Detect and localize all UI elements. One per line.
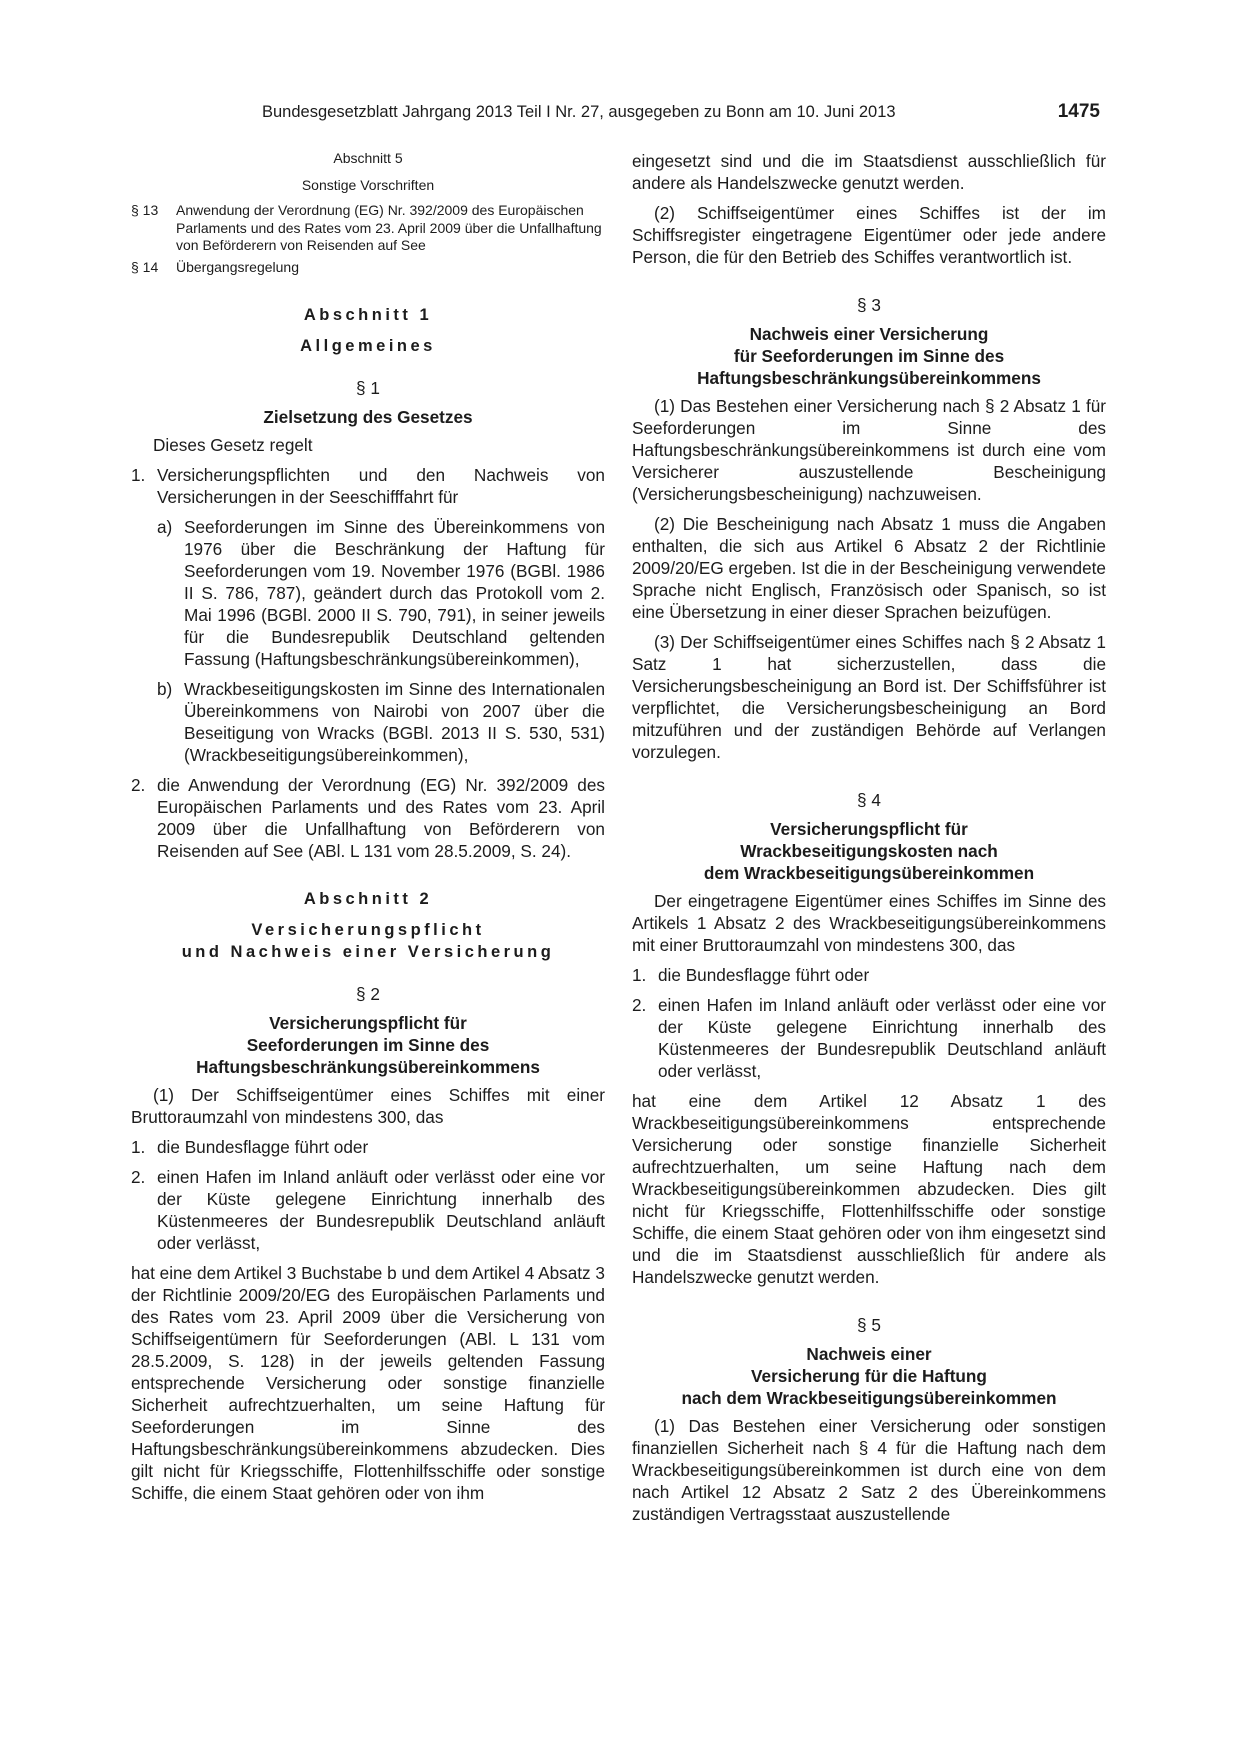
sub-list-item-text: Seeforderungen im Sinne des Übereinkommens von 1976 über die Beschränkung der Haftung für Seeforderungen vom 19. November 1976 (BGBl. 1986 II S. 786, 787), geändert durch das Protokoll vom 2. Mai 1996 (BGBl. 2000 II S. 790, 791), in seiner jeweils für die Bundesrepublik Deutschland geltenden Fassung (Haftungsbeschränkungsübereinkommen), bbox=[184, 517, 605, 669]
toc-section-title: Sonstige Vorschriften bbox=[301, 176, 435, 193]
list-item bbox=[632, 964, 1106, 986]
paragraph-text: (1) Das Bestehen einer Versicherung nach § 2 Absatz 1 für Seeforderungen im Sinne des Haftungsbeschränkungsübereinkommens ist durch eine vom Versicherer auszustellende Bescheinigung (Versicherungsbescheinigung) nachzuweisen. bbox=[632, 396, 1106, 504]
left-column bbox=[131, 150, 605, 1504]
paragraph-title-line: Versicherung für die Haftung bbox=[751, 1366, 987, 1386]
list-item-text: die Anwendung der Verordnung (EG) Nr. 392/2009 des Europäischen Parlaments und des Rates vom 23. April 2009 über die Unfallhaftung von Beförderern von Reisenden auf See (ABl. L 131 vom 28.5.2009, S. 24). bbox=[157, 775, 605, 861]
sub-list-item-letter: a) bbox=[157, 517, 173, 537]
list-item-number: 2. bbox=[131, 1167, 146, 1187]
paragraph-text: (1) Das Bestehen einer Versicherung oder sonstigen finanziellen Sicherheit nach § 4 für die Haftung nach dem Wrackbeseitigungsübereinkommen ist durch eine von dem nach Artikel 12 Absatz 2 Satz 2 des Übereinkommens zuständigen Vertragsstaat auszustellende bbox=[632, 1416, 1106, 1524]
section-title-line: und Nachweis einer Versicherung bbox=[181, 943, 555, 961]
toc-entry bbox=[131, 202, 605, 255]
paragraph-title-line: nach dem Wrackbeseitigungsübereinkommen bbox=[681, 1388, 1057, 1408]
toc-entry-text: Anwendung der Verordnung (EG) Nr. 392/2009 des Europäischen Parlaments und des Rates vom 23. April 2009 über die Unfallhaftung von Beförderern von Reisenden auf See bbox=[176, 202, 602, 253]
paragraph-title-line: Haftungsbeschränkungsübereinkommens bbox=[697, 368, 1041, 388]
list-item-number: 2. bbox=[632, 995, 647, 1015]
paragraph-title-line: Wrackbeseitigungskosten nach bbox=[740, 841, 998, 861]
toc-entry-number: § 14 bbox=[131, 258, 159, 275]
list-item-number: 2. bbox=[131, 775, 146, 795]
paragraph-number: § 3 bbox=[857, 295, 881, 315]
list-item-text: die Bundesflagge führt oder bbox=[157, 1137, 369, 1157]
list-item-text: Versicherungspflichten und den Nachweis von Versicherungen in der Seeschifffahrt für bbox=[157, 465, 605, 507]
paragraph-title-line: Nachweis einer bbox=[806, 1344, 932, 1364]
list-item-text: die Bundesflagge führt oder bbox=[658, 965, 870, 985]
paragraph-number: § 2 bbox=[356, 984, 380, 1004]
section-heading: Abschnitt 1 bbox=[303, 306, 433, 324]
paragraph-text: (2) Die Bescheinigung nach Absatz 1 muss die Angaben enthalten, die sich aus Artikel 6 Absatz 2 der Richtlinie 2009/20/EG ergeben. Ist die in der Bescheinigung verwendete Sprache nicht Englisch, Französisch oder Spanisch, so ist eine Übersetzung in einer dieser Sprachen beizufügen. bbox=[632, 514, 1106, 622]
paragraph-text: hat eine dem Artikel 12 Absatz 1 des Wrackbeseitigungsübereinkommens entsprechende Versicherung oder sonstige finanzielle Sicherheit aufrechtzuerhalten, um seine Haftung nach dem Wrackbeseitigungsübereinkommen abzudecken. Dies gilt nicht für Kriegsschiffe, Flottenhilfsschiffe oder sonstige Schiffe, die einem Staat gehören oder von ihm eingesetzt sind und die im Staatsdienst ausschließlich für andere als Handelszwecke genutzt werden. bbox=[632, 1091, 1106, 1287]
paragraph-number: § 1 bbox=[356, 378, 380, 398]
list-item bbox=[131, 1166, 605, 1254]
paragraph-title-line: für Seeforderungen im Sinne des bbox=[733, 346, 1005, 366]
sub-list-item bbox=[157, 678, 605, 766]
paragraph-title-line: Versicherungspflicht für bbox=[770, 819, 968, 839]
paragraph-number: § 5 bbox=[857, 1315, 881, 1335]
list-item-text: einen Hafen im Inland anläuft oder verlässt oder eine vor der Küste gelegene Einrichtung innerhalb des Küstenmeeres der Bundesrepublik Deutschland anläuft oder verlässt, bbox=[658, 995, 1106, 1081]
list-item-number: 1. bbox=[131, 1137, 146, 1157]
toc-entry bbox=[131, 259, 605, 277]
list-item-number: 1. bbox=[632, 965, 647, 985]
toc-entry-number: § 13 bbox=[131, 202, 159, 218]
paragraph-text: (3) Der Schiffseigentümer eines Schiffes nach § 2 Absatz 1 Satz 1 hat sicherzustellen, dass die Versicherungsbescheinigung an Bord ist. Der Schiffsführer ist verpflichtet, die Versicherungsbescheinigung an Bord mitzuführen und der zuständigen Behörde auf Verlangen vorzulegen. bbox=[632, 632, 1106, 762]
sub-list-item-text: Wrackbeseitigungskosten im Sinne des Internationalen Übereinkommens von Nairobi von 2007 über die Beseitigung von Wracks (BGBl. 2013 II S. 530, 531) (Wrackbeseitigungsübereinkommen), bbox=[184, 679, 605, 765]
right-column bbox=[632, 150, 1106, 1525]
running-title: Bundesgesetzblatt Jahrgang 2013 Teil I Nr. 27, ausgegeben zu Bonn am 10. Juni 2013 bbox=[262, 103, 896, 121]
running-header bbox=[262, 101, 1100, 127]
paragraph-title-line: Versicherungspflicht für bbox=[269, 1013, 467, 1033]
list-item-number: 1. bbox=[131, 465, 146, 485]
list-item-text: einen Hafen im Inland anläuft oder verlässt oder eine vor der Küste gelegene Einrichtung innerhalb des Küstenmeeres der Bundesrepublik Deutschland anläuft oder verlässt, bbox=[157, 1167, 605, 1253]
section-title: Allgemeines bbox=[300, 337, 436, 355]
paragraph-number: § 4 bbox=[857, 790, 881, 810]
paragraph-title-line: Haftungsbeschränkungsübereinkommens bbox=[196, 1057, 540, 1077]
paragraph-title-line: Seeforderungen im Sinne des bbox=[246, 1035, 490, 1055]
toc-entry-text: Übergangsregelung bbox=[176, 258, 299, 275]
list-item bbox=[131, 774, 605, 862]
section-title-line: Versicherungspflicht bbox=[251, 921, 485, 939]
sub-list-item-letter: b) bbox=[157, 679, 173, 699]
paragraph-title-line: Nachweis einer Versicherung bbox=[749, 324, 989, 344]
paragraph-title: Zielsetzung des Gesetzes bbox=[263, 407, 473, 427]
page-number: 1475 bbox=[1057, 101, 1100, 122]
sub-list-item bbox=[157, 516, 605, 670]
paragraph-text: eingesetzt sind und die im Staatsdienst ausschließlich für andere als Handelszwecke genutzt werden. bbox=[632, 151, 1106, 193]
list-item bbox=[131, 464, 605, 508]
paragraph-text: hat eine dem Artikel 3 Buchstabe b und dem Artikel 4 Absatz 3 der Richtlinie 2009/20/EG des Europäischen Parlaments und des Rates vom 23. April 2009 über die Versicherung von Schiffseigentümern für Seeforderungen (ABl. L 131 vom 28.5.2009, S. 128) in der jeweils geltenden Fassung entsprechende Versicherung oder sonstige finanzielle Sicherheit aufrechtzuerhalten, um seine Haftung für Seeforderungen im Sinne des Haftungsbeschränkungsübereinkommens abzudecken. Dies gilt nicht für Kriegsschiffe, Flottenhilfsschiffe oder sonstige Schiffe, die einem Staat gehören oder von ihm bbox=[131, 1263, 605, 1503]
paragraph-text: Der eingetragene Eigentümer eines Schiffes im Sinne des Artikels 1 Absatz 2 des Wrackbeseitigungsübereinkommens mit einer Bruttoraumzahl von mindestens 300, das bbox=[632, 891, 1106, 955]
list-item bbox=[632, 994, 1106, 1082]
list-item bbox=[131, 1136, 605, 1158]
paragraph-text: (2) Schiffseigentümer eines Schiffes ist der im Schiffsregister eingetragene Eigentümer oder jede andere Person, die für den Betrieb des Schiffes verantwortlich ist. bbox=[632, 203, 1106, 267]
paragraph-intro: Dieses Gesetz regelt bbox=[153, 435, 313, 455]
section-heading: Abschnitt 2 bbox=[303, 890, 433, 908]
toc-section-label: Abschnitt 5 bbox=[333, 150, 403, 166]
paragraph-title-line: dem Wrackbeseitigungsübereinkommen bbox=[703, 863, 1035, 883]
paragraph-text: (1) Der Schiffseigentümer eines Schiffes mit einer Bruttoraumzahl von mindestens 300, das bbox=[131, 1085, 605, 1127]
